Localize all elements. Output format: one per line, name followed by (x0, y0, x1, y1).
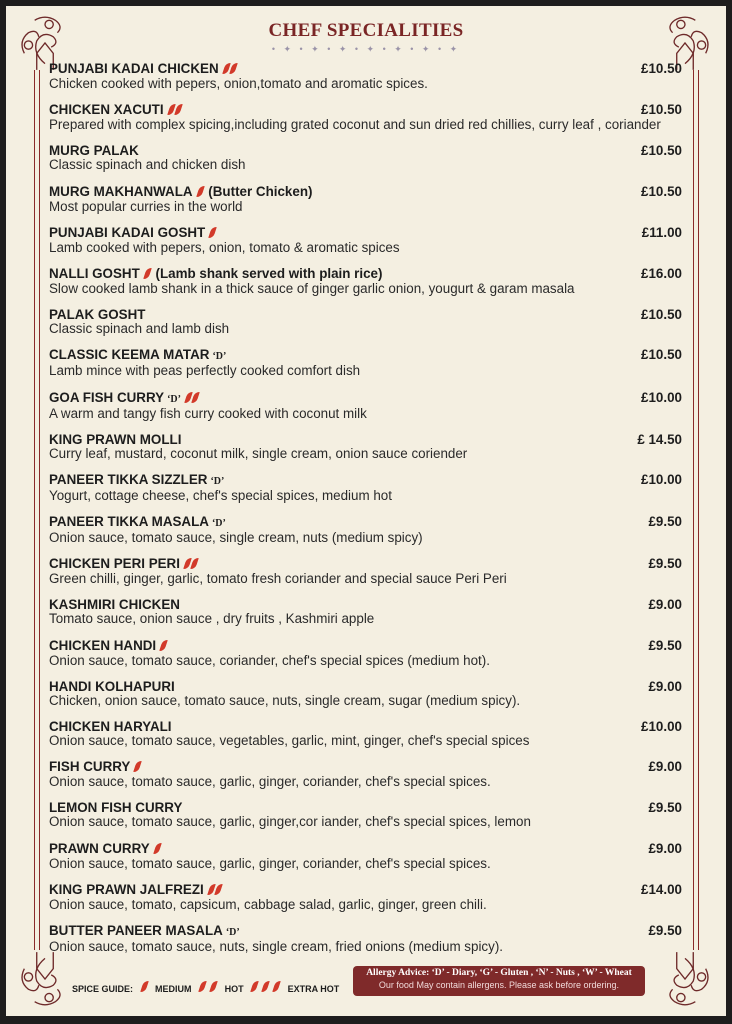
item-price: £9.50 (648, 556, 682, 572)
item-name: BUTTER PANEER MASALA (49, 922, 223, 938)
item-name-suffix: (Lamb shank served with plain rice) (155, 265, 383, 281)
item-name: PALAK GOSHT (49, 307, 146, 323)
item-name: KING PRAWN JALFREZI (49, 881, 204, 897)
item-description: Curry leaf, mustard, coconut milk, single cream, onion sauce coriender (49, 445, 468, 461)
menu-item (49, 144, 682, 172)
item-price: £9.50 (648, 514, 682, 530)
chili-icon (159, 640, 168, 651)
item-description: Classic spinach and lamb dish (49, 321, 230, 337)
item-description: Onion sauce, tomato sauce, nuts, single cream, fried onions (medium spicy). (49, 938, 504, 954)
item-price: £10.00 (641, 471, 682, 487)
item-name: CHICKEN XACUTI (49, 102, 164, 118)
item-name: PUNJABI KADAI CHICKEN (49, 61, 219, 76)
item-name-line (49, 639, 682, 654)
chili-icon (208, 227, 217, 238)
menu-item (49, 433, 682, 461)
item-name: PUNJABI KADAI GOSHT (49, 224, 206, 240)
item-name-line (49, 557, 682, 572)
title-divider: • ✦ • ✦ • ✦ • ✦ • ✦ • ✦ • ✦ (271, 44, 461, 54)
chili-icon (209, 981, 218, 992)
item-name: FISH CURRY (49, 759, 131, 775)
spice-hot-label: HOT (224, 984, 244, 994)
item-price: £10.50 (641, 143, 682, 159)
item-name-line (49, 433, 682, 447)
menu-item (49, 924, 682, 954)
item-name-line (49, 515, 682, 531)
spice-level (135, 761, 142, 775)
item-name: CHICKEN HARYALI (49, 719, 172, 734)
menu-item (49, 760, 682, 789)
menu-item (49, 680, 682, 708)
item-name-line (49, 62, 682, 77)
spice-level (155, 843, 162, 857)
allergen-code: ‘D’ (211, 518, 226, 530)
item-description: Prepared with complex spicing,including grated coconut and sun dried red chillies, curry leaf , coriander (49, 117, 661, 133)
item-name: PANEER TIKKA MASALA (49, 514, 209, 530)
item-description: Chicken cooked with pepers, onion,tomato and aromatic spices. (49, 76, 428, 91)
page-title: CHEF SPECIALITIES (268, 20, 464, 41)
item-price: £9.50 (648, 637, 682, 653)
item-price: £10.50 (641, 183, 682, 199)
item-description: Chicken, onion sauce, tomato sauce, nuts, single cream, sugar (medium spicy). (49, 692, 521, 708)
item-description: Onion sauce, tomato sauce, garlic, ginger, coriander, chef's special spices. (49, 774, 491, 790)
item-name: GOA FISH CURRY (49, 389, 165, 405)
item-description: Yogurt, cottage cheese, chef's special spices, medium hot (49, 487, 392, 503)
item-name: MURG MAKHANWALA (49, 183, 193, 199)
item-name-line (49, 842, 682, 857)
menu-item (49, 515, 682, 545)
menu-item (49, 308, 682, 336)
item-price: £9.00 (648, 759, 682, 775)
item-price: £ 14.50 (637, 431, 682, 447)
item-description: Tomato sauce, onion sauce , dry fruits , Kashmiri apple (49, 611, 375, 627)
allergy-advice-note: Our food May contain allergens. Please ask before ordering. (378, 980, 620, 990)
right-border-line (693, 70, 699, 950)
chili-icon (134, 761, 143, 772)
menu-item (49, 473, 682, 503)
item-name: LEMON FISH CURRY (49, 800, 183, 816)
menu-item (49, 557, 682, 586)
allergen-code: ‘D’ (225, 926, 240, 938)
item-price: £9.00 (648, 678, 682, 694)
chili-icon (143, 268, 152, 279)
menu-list (49, 62, 682, 966)
allergy-advice-box (353, 966, 645, 996)
menu-item (49, 226, 682, 255)
spice-extra-hot-label: EXTRA HOT (287, 984, 340, 994)
item-name: CHICKEN HANDI (49, 637, 157, 653)
menu-item (49, 267, 682, 296)
chili-icon (140, 981, 149, 992)
spice-guide-label: SPICE GUIDE: (72, 984, 134, 994)
item-price: £10.50 (641, 307, 682, 323)
item-name-line (49, 185, 682, 200)
item-price: £10.50 (641, 61, 682, 76)
item-name-line (49, 391, 682, 407)
item-name-suffix: (Butter Chicken) (208, 183, 313, 199)
item-price: £9.00 (648, 597, 682, 613)
item-description: Onion sauce, tomato sauce, garlic, ginger,cor iander, chef's special spices, lemon (49, 814, 531, 830)
item-name: HANDI KOLHAPURI (49, 678, 175, 694)
menu-item (49, 348, 682, 378)
menu-item (49, 883, 682, 912)
item-name-line (49, 348, 682, 364)
item-price: £14.00 (641, 881, 682, 897)
item-description: A warm and tangy fish curry cooked with coconut milk (49, 405, 367, 421)
item-price: £16.00 (641, 265, 682, 281)
item-price: £9.50 (648, 922, 682, 938)
chili-icon (272, 981, 281, 992)
chili-icon (191, 392, 200, 403)
menu-item (49, 598, 682, 626)
menu-item (49, 391, 682, 421)
item-name-line (49, 680, 682, 694)
spice-medium-label: MEDIUM (155, 984, 192, 994)
item-name: PRAWN CURRY (49, 840, 150, 856)
item-name-line (49, 144, 682, 158)
allergen-code: ‘D’ (167, 393, 181, 405)
chili-icon (198, 981, 207, 992)
spice-level (209, 884, 223, 898)
item-description: Lamb cooked with pepers, onion, tomato & aromatic spices (49, 239, 400, 255)
item-name-line (49, 801, 682, 815)
item-name: PANEER TIKKA SIZZLER (49, 471, 208, 487)
item-description: Onion sauce, tomato sauce, garlic, ginger, coriander, chef's special spices. (49, 855, 491, 871)
item-name-line (49, 267, 682, 282)
item-description: Onion sauce, tomato sauce, coriander, chef's special spices (medium hot). (49, 652, 490, 668)
item-name: CLASSIC KEEMA MATAR (49, 347, 210, 363)
menu-item (49, 801, 682, 829)
item-name-line (49, 924, 682, 940)
item-description: Classic spinach and chicken dish (49, 157, 246, 173)
spice-level (210, 227, 217, 241)
menu-item (49, 639, 682, 668)
item-price: £9.50 (648, 800, 682, 816)
left-border-line (34, 70, 40, 950)
item-name: NALLI GOSHT (49, 265, 140, 281)
item-description: Onion sauce, tomato sauce, single cream, nuts (medium spicy) (49, 530, 423, 546)
item-price: £10.50 (641, 102, 682, 118)
chili-icon (261, 981, 270, 992)
item-name-line (49, 103, 682, 118)
item-name-line (49, 883, 682, 898)
item-price: £11.00 (641, 224, 682, 240)
item-description: Onion sauce, tomato sauce, vegetables, garlic, mint, ginger, chef's special spices (49, 733, 530, 748)
menu-item (49, 103, 682, 132)
item-name: CHICKEN PERI PERI (49, 556, 180, 572)
allergen-code: ‘D’ (212, 351, 227, 363)
item-price: £10.50 (641, 347, 682, 363)
item-name-line (49, 473, 682, 489)
spice-guide (72, 981, 345, 994)
item-name: KING PRAWN MOLLI (49, 431, 182, 447)
spice-level (186, 392, 200, 406)
chili-icon (196, 186, 205, 197)
spice-level (161, 640, 168, 654)
item-name: MURG PALAK (49, 143, 139, 159)
chili-icon (250, 981, 259, 992)
allergen-code: ‘D’ (210, 475, 225, 487)
item-name-line (49, 226, 682, 241)
menu-item (49, 185, 682, 214)
item-name-line (49, 760, 682, 775)
chili-icon (153, 843, 162, 854)
spice-level (169, 104, 183, 118)
item-description: Slow cooked lamb shank in a thick sauce of ginger garlic onion, yougurt & garam masala (49, 280, 575, 296)
item-name-line (49, 598, 682, 612)
item-description: Lamb mince with peas perfectly cooked comfort dish (49, 363, 361, 379)
chili-icon (190, 558, 199, 569)
spice-level (224, 63, 238, 77)
menu-item (49, 62, 682, 91)
item-name: KASHMIRI CHICKEN (49, 597, 180, 613)
spice-level (185, 558, 199, 572)
item-price: £9.00 (648, 840, 682, 856)
item-name-line (49, 308, 682, 322)
menu-item (49, 720, 682, 748)
item-description: Onion sauce, tomato, capsicum, cabbage salad, garlic, ginger, green chili. (49, 896, 487, 912)
item-price: £10.00 (641, 719, 682, 734)
item-description: Green chilli, ginger, garlic, tomato fresh coriander and special sauce Peri Peri (49, 571, 507, 587)
item-name-line (49, 720, 682, 734)
allergy-advice-title: Allergy Advice: ‘D’ - Diary, ‘G’ - Gluten , ‘N’ - Nuts , ‘W’ - Wheat (366, 968, 632, 978)
item-description: Most popular curries in the world (49, 198, 243, 214)
menu-item (49, 842, 682, 871)
item-price: £10.00 (641, 389, 682, 405)
spice-level (145, 268, 152, 282)
spice-level (198, 186, 205, 200)
